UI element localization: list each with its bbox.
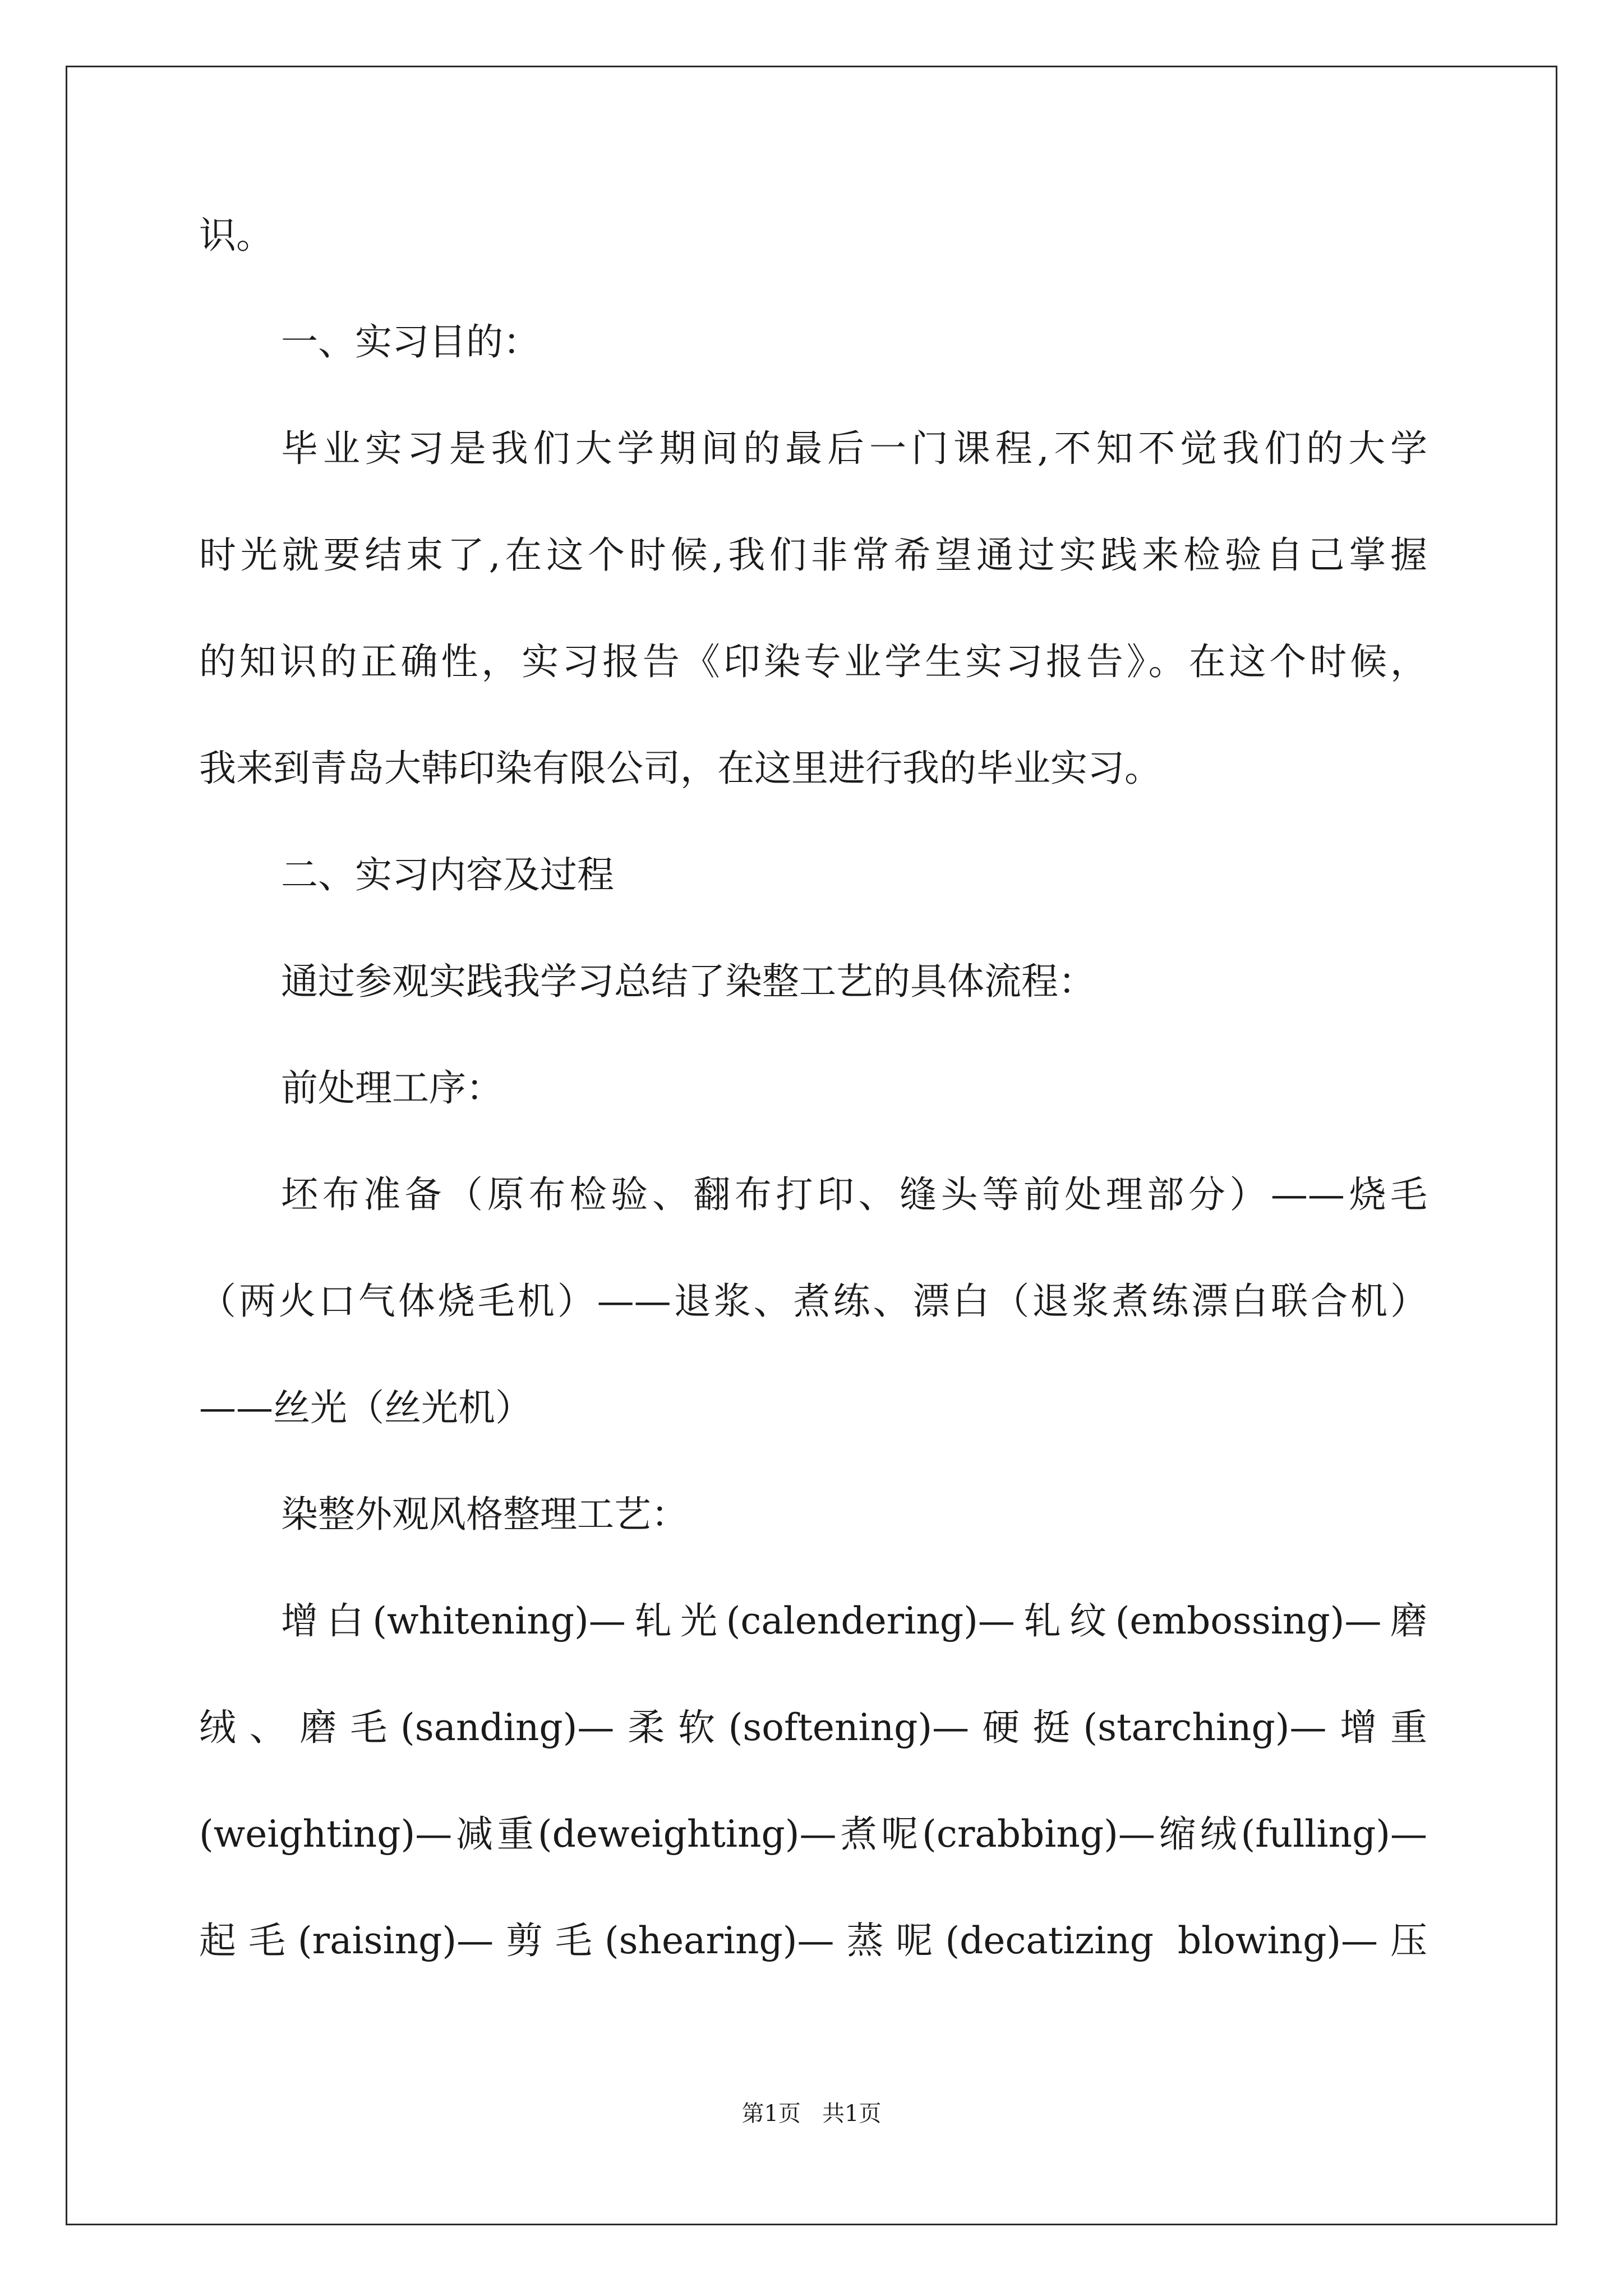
section-heading: 一、实习目的： xyxy=(281,320,540,364)
paragraph-line: 前处理工序： xyxy=(281,1066,503,1110)
paragraph-line: 我来到青岛大韩印染有限公司，在这里进行我的毕业实习。 xyxy=(199,747,1161,790)
paragraph-line: 识。 xyxy=(199,214,273,257)
paragraph-line: 起毛(raising)—剪毛(shearing)—蒸呢(decatizing blowing)—压 xyxy=(199,1919,1427,1962)
paragraph-line: 绒、磨毛(sanding)—柔软(softening)—硬挺(starching)—增重 xyxy=(199,1706,1427,1749)
paragraph-line: 坯布准备（原布检验、翻布打印、缝头等前处理部分）——烧毛 xyxy=(281,1173,1427,1216)
paragraph-line: 毕业实习是我们大学期间的最后一门课程,不知不觉我们的大学 xyxy=(281,427,1427,470)
paragraph-line: ——丝光（丝光机） xyxy=(199,1386,532,1429)
paragraph-line: (weighting)—减重(deweighting)—煮呢(crabbing)—缩绒(fulling)— xyxy=(199,1812,1427,1856)
paragraph-line: 通过参观实践我学习总结了染整工艺的具体流程： xyxy=(281,960,1095,1003)
section-heading: 二、实习内容及过程 xyxy=(281,853,614,896)
paragraph-line: 增白(whitening)—轧光(calendering)—轧纹(embossing)—磨 xyxy=(281,1599,1427,1642)
paragraph-line: 的知识的正确性，实习报告《印染专业学生实习报告》。在这个时候， xyxy=(199,640,1427,683)
page-number-footer: 第1页 共1页 xyxy=(741,2101,882,2127)
paragraph-line: 时光就要结束了,在这个时候,我们非常希望通过实践来检验自己掌握 xyxy=(199,533,1427,577)
paragraph-line: 染整外观风格整理工艺： xyxy=(281,1493,688,1536)
paragraph-line: （两火口气体烧毛机）——退浆、煮练、漂白（退浆煮练漂白联合机） xyxy=(199,1280,1427,1323)
page-border xyxy=(66,66,1557,2225)
